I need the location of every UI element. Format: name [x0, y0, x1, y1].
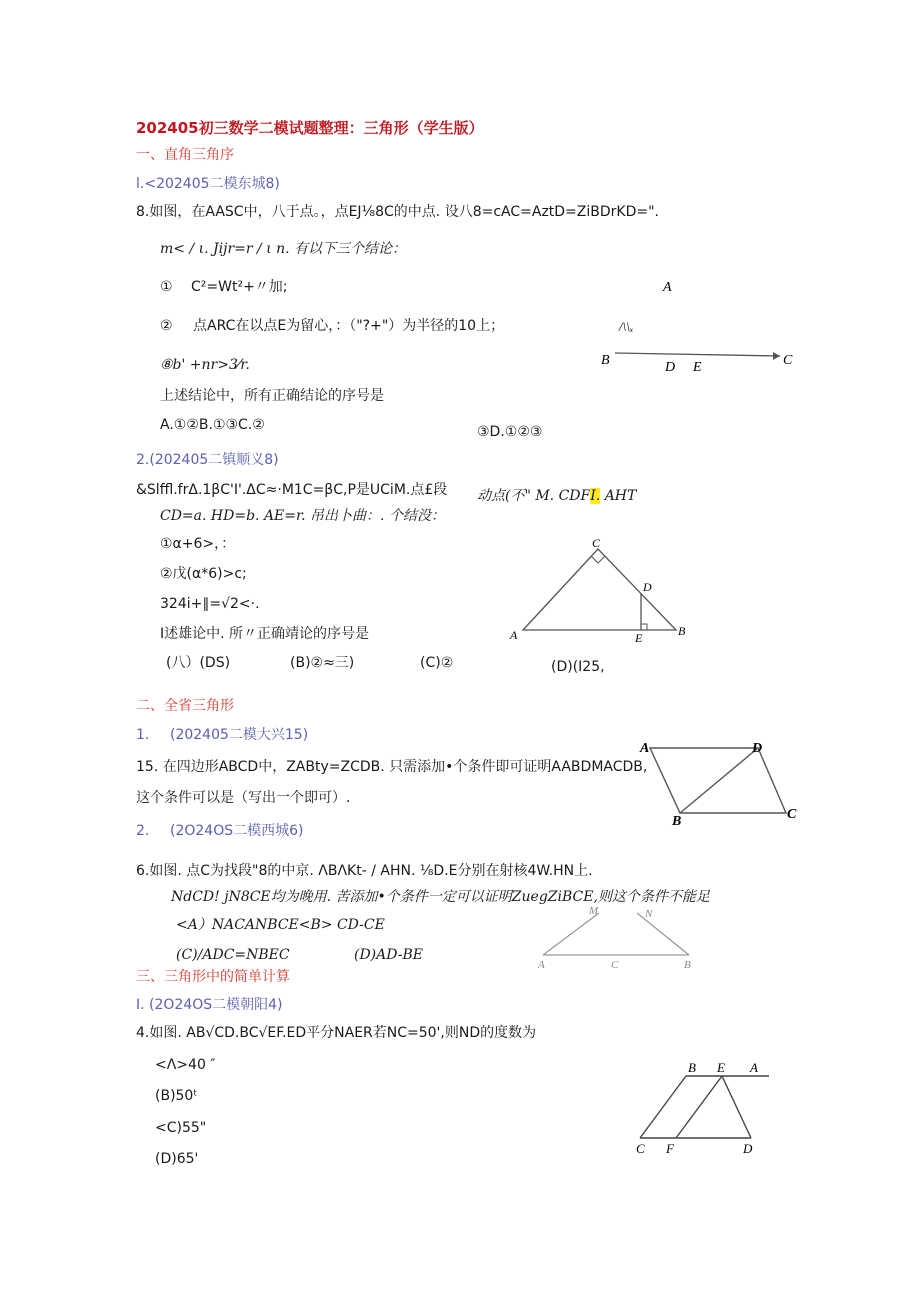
question-text: 8.如图，在AASC中，八于点。，点EJ⅛8C的中点. 设八8=cAC=AztD=ZiBDrKD=".	[136, 204, 659, 220]
point-label: B	[601, 353, 610, 368]
conclusion-number: ②	[160, 318, 173, 334]
answer-options: <A）NACANBCE<B> CD-CE	[176, 917, 385, 933]
point-label: B	[688, 1060, 696, 1075]
question-source: l.<202405二模东城8)	[136, 176, 280, 192]
answer-options: ③D.①②③	[477, 424, 543, 440]
question-text: CD=a. HD=b. AE=r. 吊出卜曲：. 个结没：	[160, 508, 445, 524]
section-heading-congruent-triangles: 二、全省三角形	[136, 698, 234, 714]
question-source: 2.(202405二镇顺义8)	[136, 452, 279, 468]
question-number: 2.	[136, 823, 150, 839]
point-label: B	[684, 959, 691, 971]
point-label: A	[750, 1060, 758, 1075]
conclusion-text: 324i+∥=√2<·.	[160, 596, 260, 612]
question-source: (202405二模大兴15)	[170, 727, 309, 743]
point-label: N	[645, 908, 653, 920]
point-label: D	[643, 580, 652, 594]
answer-option: (D)AD-BE	[354, 947, 423, 963]
point-label: A	[538, 959, 545, 971]
answer-option: (B)②≈三)	[290, 655, 355, 671]
answer-option: (C)②	[420, 655, 454, 671]
point-label: D	[743, 1141, 753, 1156]
point-label: C	[611, 959, 619, 971]
point-label: D	[665, 360, 676, 375]
point-label: A	[510, 628, 518, 642]
answer-option: (D)65'	[155, 1151, 199, 1167]
conclusion-text: ⑧b' +nr>3⁄r.	[160, 357, 250, 373]
question-text: &Slffl.frΔ.1βC'I'.ΔC≈·M1C=βC,P是UCiM.点£段	[136, 482, 448, 498]
highlighted-text: I.	[590, 488, 601, 504]
point-label: E	[635, 631, 643, 645]
question-text: 15. 在四边形ABCD中，ZABty=ZCDB. 只需添加•个条件即可证明AABDMACDB,	[136, 759, 648, 775]
answer-option: (八）(DS)	[166, 655, 231, 671]
section-heading-triangle-calculation: 三、三角形中的简单计算	[136, 969, 290, 985]
question-text: 6.如图. 点C为找段"8的中京. ΛBΛKt- / AHN. ⅛D.E分别在射核4W.HN上.	[136, 863, 593, 879]
point-label: D	[752, 741, 763, 756]
answer-option: <Λ>40 ″	[155, 1057, 216, 1073]
page-title: 202405初三数学二模试题整理：三角形（学生版）	[136, 119, 484, 137]
conclusion-text: ②戊(α*6)>c;	[160, 566, 247, 582]
question-text: 4.如图. AB√CD.BC√EF.ED平分NAER若NC=50',则ND的度数为	[136, 1025, 537, 1041]
question-source: I. (2O24OS二模朝阳4)	[136, 997, 283, 1013]
question-text: m< / ι. Jijr=r / ι n. 有以下三个结论：	[160, 241, 407, 257]
point-label: C	[636, 1141, 645, 1156]
question-text-continued: 动点(不" M. CDFI. AHT	[477, 488, 637, 504]
point-label: B	[672, 814, 682, 828]
point-label: M	[589, 905, 599, 917]
question-number: 1.	[136, 727, 150, 743]
question-text: 这个条件可以是（写出一个即可）.	[136, 790, 351, 806]
figure-marks: /\\ₓ	[619, 319, 634, 334]
question-source: (2O24OS二模西城6)	[170, 823, 304, 839]
question-prompt: I述雄论中. 所〃正确靖论的序号是	[160, 626, 370, 642]
conclusion-number: ①	[160, 279, 173, 295]
answer-option: <C)55"	[155, 1120, 207, 1136]
section-heading-right-triangle: 一、直角三角序	[136, 147, 234, 163]
point-label: A	[640, 741, 650, 756]
question-prompt: 上述结论中，所有正确结论的序号是	[160, 388, 384, 404]
figure-quadrilateral-abcd	[636, 733, 811, 828]
point-label: C	[592, 536, 601, 550]
answer-option: (C)∕ADC=NBEC	[176, 947, 290, 963]
point-label: F	[666, 1141, 674, 1156]
point-label: A	[663, 280, 672, 295]
conclusion-text: ①α+6>，：	[160, 536, 236, 552]
question-text: NdCD! jN8CE均为晚用. 苦添加•个条件一定可以证明ZuegZiBCE,则这个条件不能足	[171, 889, 710, 905]
answer-option: (B)50ᵗ	[155, 1088, 198, 1104]
answer-options: A.①②B.①③C.②	[160, 417, 265, 433]
conclusion-text: 点ARC在以点E为留心，：（"?+"）为半径的10上；	[193, 318, 505, 334]
answer-option: (D)(I25,	[551, 659, 605, 675]
figure-triangle-abc	[595, 272, 805, 382]
point-label: C	[787, 807, 797, 822]
point-label: C	[783, 353, 793, 368]
point-label: E	[693, 360, 702, 375]
figure-right-triangle	[505, 535, 695, 645]
conclusion-text: C²=Wt²+〃加;	[191, 279, 288, 295]
point-label: B	[678, 624, 686, 638]
figure-parallel-lines	[630, 1056, 775, 1161]
point-label: E	[717, 1060, 725, 1075]
figure-segment-ab	[533, 900, 703, 975]
